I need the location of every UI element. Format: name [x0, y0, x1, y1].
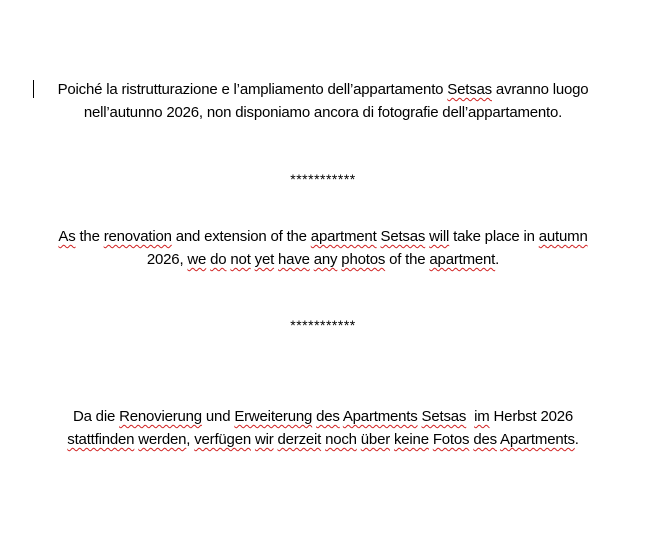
flagged-word: derzeit [277, 431, 322, 448]
flagged-word: will [429, 228, 450, 245]
flagged-word: we [187, 251, 207, 268]
paragraph-english[interactable] [20, 225, 626, 271]
flagged-word: Apartments [500, 431, 575, 448]
paragraph-line [20, 428, 626, 451]
text-run: Herbst 2026 [489, 408, 574, 425]
text-run: take place in [449, 228, 539, 245]
text-run: the [75, 228, 104, 245]
flagged-word: stattfinden [67, 431, 135, 448]
paragraph-line [20, 405, 626, 428]
paragraph-german[interactable] [20, 405, 626, 451]
flagged-word: photos [341, 251, 386, 268]
flagged-word: apartment [310, 228, 377, 245]
flagged-word: not [230, 251, 251, 268]
flagged-word: verfügen [194, 431, 251, 448]
flagged-word: Fotos [432, 431, 470, 448]
text-run: avranno luogo [491, 81, 589, 98]
paragraph-line [20, 78, 626, 101]
text-run: of the [385, 251, 430, 268]
flagged-word: yet [254, 251, 275, 268]
flagged-word: apartment [429, 251, 496, 268]
flagged-word: des [316, 408, 340, 425]
text-run: . [574, 431, 579, 448]
text-run: 2026, [146, 251, 188, 268]
flagged-word: des [473, 431, 497, 448]
text-run: und [201, 408, 235, 425]
flagged-word: keine [393, 431, 429, 448]
flagged-word: any [313, 251, 338, 268]
flagged-word: wir [254, 431, 274, 448]
flagged-word: Setsas [447, 81, 492, 98]
paragraph-line [20, 225, 626, 248]
flagged-word: Erweiterung [234, 408, 313, 425]
text-run [466, 408, 474, 425]
separator-asterisks: *********** [290, 317, 356, 333]
paragraph-line [20, 248, 626, 271]
flagged-word: über [360, 431, 391, 448]
flagged-word: Apartments [342, 408, 418, 425]
flagged-word: have [278, 251, 310, 268]
flagged-word: Renovierung [119, 408, 202, 425]
flagged-word: do [210, 251, 227, 268]
paragraph-italian[interactable] [20, 78, 626, 124]
text-run: Da die [72, 408, 120, 425]
separator-asterisks: *********** [290, 171, 356, 187]
flagged-word: Setsas [421, 408, 467, 425]
text-run: , [186, 431, 195, 448]
flagged-word: As [58, 228, 76, 245]
flagged-word: im [474, 408, 490, 425]
paragraph-line [20, 101, 626, 124]
flagged-word: renovation [103, 228, 172, 245]
text-run: Poiché la ristrutturazione e l’ampliamento dell’appartamento [57, 81, 448, 98]
text-run: . [495, 251, 500, 268]
flagged-word: noch [325, 431, 357, 448]
flagged-word: Setsas [380, 228, 426, 245]
text-run: nell’autunno 2026, non disponiamo ancora di fotografie dell’appartamento. [83, 104, 563, 121]
flagged-word: autumn [538, 228, 588, 245]
flagged-word: werden [138, 431, 187, 448]
text-run: and extension of the [171, 228, 311, 245]
